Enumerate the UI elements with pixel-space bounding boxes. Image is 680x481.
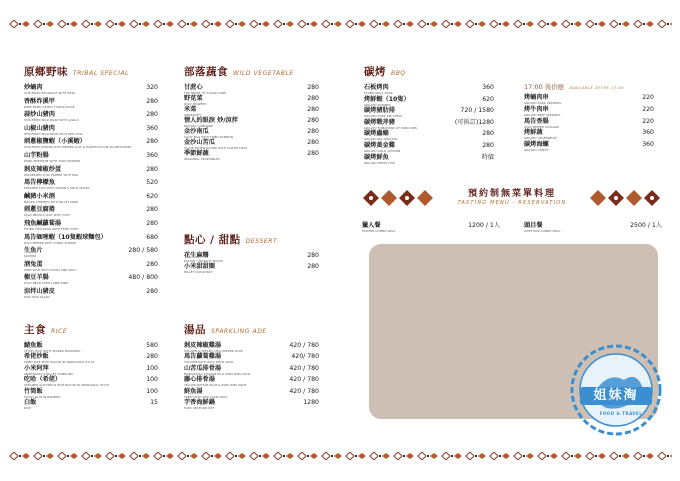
dessert-list bbox=[184, 252, 319, 274]
bbq-item-en: STONE GRILL PORK bbox=[364, 91, 393, 95]
tribal-item-en: STIR-FRIED WILD BOAR WITH RED CHILI bbox=[24, 131, 84, 136]
soup-item-price: 420 / 780 bbox=[289, 387, 319, 395]
bbq-item bbox=[364, 96, 494, 108]
vegetable-item-name: 野苋菜 bbox=[184, 95, 203, 102]
bbq-item-name: 石板烤肉 bbox=[364, 84, 389, 91]
soup-item bbox=[184, 353, 319, 364]
soup-item-en: CHICKEN & PEELED CHILI PEPPER SOUP bbox=[184, 349, 243, 353]
rice-title: 主食 bbox=[24, 324, 46, 336]
vegetable-item-price: 280 bbox=[307, 106, 319, 113]
rice-subtitle: RICE bbox=[51, 328, 68, 335]
tribal-item-en: FLYING FISH EGGS WITH FRIED TOFU bbox=[24, 226, 79, 231]
tribal-item bbox=[24, 152, 158, 166]
tribal-item-name: 香酥炸溪甲 bbox=[24, 97, 55, 105]
bbq-item bbox=[364, 142, 494, 154]
vegetable-item-en: WILD PIGWEED bbox=[184, 102, 207, 106]
vegetable-item-price: 280 bbox=[307, 139, 319, 146]
rice-item bbox=[24, 399, 158, 410]
rice-item-en: STICKY RICE IN BAMBOO bbox=[24, 394, 61, 399]
late-item-en: GRILLED CONCH bbox=[524, 148, 549, 153]
rice-item-price: 100 bbox=[146, 387, 158, 395]
late-item-name: 烤牛肉串 bbox=[524, 105, 549, 113]
tasting-menu bbox=[362, 216, 662, 233]
tasting-title: 預約制無菜單料理 bbox=[467, 189, 556, 199]
soup-item-price: 420 / 780 bbox=[289, 342, 319, 349]
top-tribal-border bbox=[8, 20, 672, 28]
vegetable-item bbox=[184, 128, 319, 139]
soup-item bbox=[184, 365, 319, 376]
vegetable-item bbox=[184, 150, 319, 161]
tribal-list bbox=[24, 84, 158, 302]
late-header bbox=[524, 82, 654, 91]
late-item-name: 烤鮮蔬 bbox=[524, 129, 543, 137]
tribal-subtitle: TRIBAL SPECIAL bbox=[73, 70, 130, 77]
soup-item bbox=[184, 399, 319, 410]
late-item-name: 馬告香腸 bbox=[524, 117, 549, 125]
bbq-subtitle: BBQ bbox=[391, 70, 406, 77]
tribal-item-name: 蒜炒山豬肉 bbox=[24, 111, 55, 119]
late-item bbox=[524, 94, 654, 106]
tribal-item-en: PRESERVED CHILI PEPPER WITH EGG bbox=[24, 172, 79, 177]
rice-item-price: 280 bbox=[146, 353, 158, 361]
late-title: 17:00 後供應 bbox=[524, 83, 565, 91]
tribal-item-name: 刺蔥椒鹽蝦（小溪蝦） bbox=[24, 138, 86, 146]
tribal-ornament-left bbox=[363, 188, 433, 208]
tribal-item-en: PIGS SKIN SALAD bbox=[24, 294, 50, 299]
vegetable-item-name: 甘蔗心 bbox=[184, 84, 203, 91]
bbq-item-price: (可拆訂)1280 bbox=[454, 118, 494, 126]
tribal-item-name: 鹹豬小米酒 bbox=[24, 192, 55, 200]
rice-item bbox=[24, 342, 158, 353]
tribal-item bbox=[24, 98, 158, 112]
rice-item-price: 15 bbox=[150, 398, 158, 406]
bbq-item bbox=[364, 130, 494, 142]
dessert-item-name: 花生麻糬 bbox=[184, 252, 209, 259]
vegetable-item-en: SAUTE BITTER GOURD WITH SALTED EGGS bbox=[184, 146, 248, 150]
dessert-item-en: MILLET DOUGHNUT bbox=[184, 270, 213, 274]
vegetable-item-name: 金沙南瓜 bbox=[184, 128, 209, 135]
tasting-item-chieftain bbox=[524, 222, 662, 233]
rice-item-name: 鯖魚飯 bbox=[24, 342, 43, 349]
vegetable-item-price: 280 bbox=[307, 84, 319, 91]
soup-item-name: 馬告蘿蔔雞湯 bbox=[184, 353, 222, 361]
dessert-item-price: 280 bbox=[307, 252, 319, 259]
rice-item-en: STEAMED GLUTINOUS RICE BACON IN ABORIGINAL STYLE bbox=[24, 383, 110, 388]
bbq-item-price: 620 bbox=[482, 95, 494, 103]
tribal-item-price: 680 bbox=[146, 233, 158, 241]
tribal-item-en: SASHIMI bbox=[24, 254, 37, 259]
vegetable-title: 部落蔬食 bbox=[184, 66, 228, 78]
bbq-item-price: 280 bbox=[482, 130, 494, 138]
late-item-price: 360 bbox=[642, 129, 654, 137]
tribal-item bbox=[24, 247, 158, 261]
soup-item-en: CHICKEN WITH WILD SPICE SOUP bbox=[184, 360, 234, 365]
bottom-tribal-border bbox=[8, 452, 672, 460]
tasting-chieftain-price: 2500 / 1人 bbox=[630, 222, 662, 229]
tribal-item bbox=[24, 125, 158, 139]
bbq-item-price: 360 bbox=[482, 84, 494, 91]
tribal-item-price: 280 bbox=[146, 165, 158, 173]
late-section bbox=[524, 82, 654, 153]
soup-item-price: 420/ 780 bbox=[291, 353, 319, 361]
bbq-item bbox=[364, 154, 494, 166]
bbq-header bbox=[364, 64, 494, 79]
late-item-en: GRILLED PORK SKEWERS bbox=[524, 101, 562, 105]
tribal-item-price: 280 bbox=[146, 206, 158, 214]
tribal-item-price: 480 / 800 bbox=[128, 274, 158, 282]
bbq-item bbox=[364, 119, 494, 131]
tribal-item-price: 280 bbox=[146, 111, 158, 119]
rice-item-name: 竹筒飯 bbox=[24, 387, 43, 395]
tribal-item-price: 280 bbox=[146, 138, 158, 146]
rice-item-name: 吃哈（希佬） bbox=[24, 376, 62, 384]
tasting-header bbox=[436, 186, 588, 206]
tribal-item-en: WILD BEAN STEW LAMB KNEE bbox=[24, 281, 69, 286]
soup-item-price: 420 / 780 bbox=[289, 376, 319, 384]
soup-item-name: 山苦瓜排骨湯 bbox=[184, 364, 222, 372]
tribal-item bbox=[24, 111, 158, 125]
vegetable-item-name: 米菜 bbox=[184, 106, 197, 113]
vegetable-item bbox=[184, 139, 319, 150]
tribal-header bbox=[24, 64, 158, 79]
tribal-item bbox=[24, 179, 158, 193]
dessert-title: 點心 / 甜點 bbox=[184, 234, 241, 246]
tribal-item-name: 酒兔蛋 bbox=[24, 260, 43, 268]
tribal-item-price: 280 bbox=[146, 219, 158, 227]
rice-item-price: 100 bbox=[146, 376, 158, 384]
tribal-item bbox=[24, 84, 158, 98]
tribal-item-name: 馬告咖哩蝦（10隻蝦球麵包） bbox=[24, 233, 107, 241]
bbq-title: 碳烤 bbox=[364, 66, 386, 78]
bbq-item-name: 碳烤戰斧豬 bbox=[364, 118, 395, 126]
tribal-item-name: 馬告檸檬魚 bbox=[24, 179, 55, 187]
tribal-item-en: WILD PEPPER WITH CURRY SHRIMP bbox=[24, 240, 76, 245]
tasting-chieftain-en: CHIEFTAIN COMBO MEAL bbox=[524, 229, 561, 233]
rice-item-price: 580 bbox=[146, 342, 158, 349]
rice-list bbox=[24, 342, 158, 410]
late-item-price: 360 bbox=[642, 141, 654, 149]
tasting-chieftain-name: 頭目餐 bbox=[524, 222, 543, 229]
vegetable-section bbox=[184, 64, 319, 161]
bbq-item-price: 時價 bbox=[481, 153, 494, 161]
rice-item-en: ABORIGINAL'S MILLET DUMPLING bbox=[24, 371, 74, 376]
soup-section bbox=[184, 322, 319, 410]
soup-item bbox=[184, 342, 319, 353]
bbq-item-en: GRILLED SHRIMPS bbox=[364, 102, 391, 107]
late-item-en: GRILLED VEGETABLES bbox=[524, 136, 557, 141]
rice-item bbox=[24, 388, 158, 399]
tribal-item-name: 樹豆羊腸 bbox=[24, 274, 49, 282]
soup-item-name: 芋香海鮮鍋 bbox=[184, 398, 215, 406]
logo-sub: FOOD & TRAVEL bbox=[599, 411, 643, 416]
bbq-item-name: 碳烤豬肋排 bbox=[364, 107, 395, 115]
rice-item-en: FRIED RICE WITH BACON IN ABORIGINAL STYLE bbox=[24, 360, 95, 365]
late-item bbox=[524, 129, 654, 141]
late-item-name: 碳烤海螺 bbox=[524, 141, 549, 149]
tribal-item-price: 320 bbox=[146, 84, 158, 91]
brand-logo bbox=[566, 340, 666, 440]
dessert-item-name: 小米甜甜圈 bbox=[184, 263, 215, 270]
vegetable-item-en: AMARANTH bbox=[184, 113, 201, 117]
soup-item-name: 鮮魚湯 bbox=[184, 387, 203, 395]
tribal-item-price: 360 bbox=[146, 124, 158, 132]
vegetable-header bbox=[184, 64, 319, 79]
rice-item-en: STICKY RICE WITH SEARED MACKEREL bbox=[24, 349, 81, 353]
late-subtitle: AVAILABLE AFTER 17:00 bbox=[569, 86, 625, 90]
tribal-item-name: 涼拌山豬皮 bbox=[24, 287, 55, 295]
late-item bbox=[524, 141, 654, 153]
tasting-hunter-en: HUNTER COMBO MEAL bbox=[362, 229, 396, 233]
bbq-item-en: GRILLED PIG KNUCKLE bbox=[364, 137, 398, 142]
tribal-item bbox=[24, 138, 158, 152]
soup-item-name: 藤心排骨湯 bbox=[184, 376, 215, 384]
tribal-item-en: PORK INTESTINE WITH TARO POWDER bbox=[24, 158, 81, 163]
vegetable-item-price: 280 bbox=[307, 117, 319, 124]
rice-item-name: 白飯 bbox=[24, 398, 37, 406]
tribal-item-price: 360 bbox=[146, 151, 158, 159]
dessert-item-en: DOUGH / PEANUTS MOCHI bbox=[184, 259, 223, 263]
late-item bbox=[524, 118, 654, 130]
tribal-item-en: STIR-FRIED SHRIMP WITH PEPPER SALT & ZANTHOXYLUM AILANTHOIDES bbox=[24, 145, 132, 150]
tribal-item-price: 280 bbox=[146, 97, 158, 105]
bbq-item-price: 720 / 1580 bbox=[460, 107, 494, 115]
tribal-item bbox=[24, 206, 158, 220]
tribal-item-price: 520 bbox=[146, 179, 158, 187]
bbq-item-name: 烤鮮蝦（10隻） bbox=[364, 95, 410, 103]
late-item-en: GRILLED BEEF SKEWERS bbox=[524, 112, 561, 117]
rice-item bbox=[24, 376, 158, 387]
late-list bbox=[524, 94, 654, 153]
vegetable-item-price: 280 bbox=[307, 95, 319, 102]
late-item-en: WILD PEPPER SAUSAGE bbox=[524, 124, 559, 129]
vegetable-subtitle: WILD VEGETABLE bbox=[233, 70, 294, 77]
dessert-subtitle: DESSERT bbox=[245, 238, 278, 245]
tasting-hunter-price: 1200 / 1人 bbox=[468, 222, 500, 229]
rice-section bbox=[24, 322, 158, 410]
vegetable-item bbox=[184, 106, 319, 117]
soup-item bbox=[184, 388, 319, 399]
tasting-subtitle: TASTING MENU - RESERVATION bbox=[457, 200, 567, 206]
bbq-item-en: GRILLED GOLD CHICKEN bbox=[364, 148, 401, 153]
tribal-item-en: STIR-FRIED ESCARGOT WITH BASIL bbox=[24, 91, 76, 95]
tasting-item-hunter bbox=[362, 222, 500, 233]
vegetable-item-en: SEASONAL VEGETABLES bbox=[184, 157, 220, 161]
vegetable-item bbox=[184, 95, 319, 106]
tribal-item-name: 炒蝸肉 bbox=[24, 84, 43, 91]
tribal-item-name: 山芋粉腸 bbox=[24, 151, 49, 159]
rice-item-price: 100 bbox=[146, 364, 158, 372]
logo-text: 姐妹淘 bbox=[593, 388, 639, 403]
tribal-item-price: 620 bbox=[146, 192, 158, 200]
bbq-item-price: 280 bbox=[482, 141, 494, 149]
bbq-item-name: 碳烤黃金雞 bbox=[364, 141, 395, 149]
vegetable-item-en: SALTY EGG WITH FRIED PUMPKIN bbox=[184, 135, 234, 139]
vegetable-item-name: 金沙山苦瓜 bbox=[184, 139, 215, 146]
dessert-item bbox=[184, 263, 319, 274]
late-item-name: 烤蝸肉串 bbox=[524, 94, 549, 101]
soup-header bbox=[184, 322, 319, 337]
tribal-item-price: 280 bbox=[146, 260, 158, 268]
vegetable-item-en: NOSTOC COMMUNE bbox=[184, 124, 214, 128]
tribal-item bbox=[24, 234, 158, 248]
soup-item-en: MOMORDICA CHARANTIA & PORK RIBS SOUP bbox=[184, 371, 251, 376]
soup-item-en: FRESH FISH AND CLAM SOUP bbox=[184, 394, 228, 399]
vegetable-item bbox=[184, 84, 319, 95]
bbq-item bbox=[364, 84, 494, 96]
tribal-item-price: 280 bbox=[146, 287, 158, 295]
tribal-item-en: BOILED SHRIMPS WITH MILLET WINE bbox=[24, 199, 79, 204]
tribal-item-en: DEEP-FRIED CRISPY TURTLE DOVE bbox=[24, 104, 75, 109]
bbq-item bbox=[364, 107, 494, 119]
vegetable-item-name: 季節鮮蔬 bbox=[184, 150, 209, 157]
dessert-header bbox=[184, 232, 319, 247]
bbq-item-en: GRILLED TOMAHAWK OF PORK RIBS bbox=[364, 125, 418, 130]
soup-subtitle: SPARKLING ADE bbox=[211, 328, 267, 335]
tribal-item bbox=[24, 261, 158, 275]
bbq-item-name: 碳烤鮮魚 bbox=[364, 153, 389, 161]
tribal-item-en: CHEF DISH WITH SOURS AND SPICY bbox=[24, 267, 77, 272]
tasting-hunter-name: 獵人餐 bbox=[362, 222, 381, 229]
soup-item-name: 剝皮辣椒雞湯 bbox=[184, 342, 222, 349]
soup-item-en: TARO SEAFOOD POT bbox=[184, 405, 215, 410]
vegetable-list bbox=[184, 84, 319, 161]
soup-list bbox=[184, 342, 319, 410]
soup-item-price: 1280 bbox=[303, 398, 319, 406]
rice-item-name: 小米阿拜 bbox=[24, 364, 49, 372]
tribal-item-price: 280 / 580 bbox=[128, 247, 158, 255]
vegetable-item-price: 280 bbox=[307, 128, 319, 135]
vegetable-item-name: 情人的眼淚 炒/涼拌 bbox=[184, 117, 238, 124]
tribal-item-en: WILD PRICKLY LEAF WITH TOFU bbox=[24, 213, 71, 218]
vegetable-item-en: THE HEART OF SUGAR CANE bbox=[184, 91, 227, 95]
rice-header bbox=[24, 322, 158, 337]
tribal-item bbox=[24, 274, 158, 288]
dessert-item bbox=[184, 252, 319, 263]
rice-item bbox=[24, 365, 158, 376]
tribal-item-name: 刺蔥豆腐捲 bbox=[24, 206, 55, 214]
tribal-item-en: STEAMED FISH WITH LEMON & WILD SPICES bbox=[24, 186, 90, 191]
tribal-item-name: 生魚片 bbox=[24, 247, 43, 255]
bbq-section bbox=[364, 64, 494, 165]
soup-title: 湯品 bbox=[184, 324, 206, 336]
bbq-item-name: 碳烤蟲蛹 bbox=[364, 130, 389, 138]
vegetable-item bbox=[184, 117, 319, 128]
tribal-item-name: 飛魚鹹蘿蔔湯 bbox=[24, 219, 62, 227]
dessert-section bbox=[184, 232, 319, 274]
tribal-item-name: 山椒山豬肉 bbox=[24, 124, 55, 132]
tribal-section bbox=[24, 64, 158, 302]
late-item-price: 220 bbox=[642, 105, 654, 113]
soup-item-en: YELLOW RATTAN PALM & PORK RIBS SOUP bbox=[184, 383, 247, 388]
late-item bbox=[524, 106, 654, 118]
tribal-item-name: 剝皮辣椒炒蛋 bbox=[24, 165, 62, 173]
tasting-row bbox=[362, 222, 662, 233]
tribal-ornament-right bbox=[590, 188, 660, 208]
tribal-item-en: STIR-FRIED WILD BOAR WITH GARLIC bbox=[24, 118, 80, 123]
bbq-list bbox=[364, 84, 494, 165]
tribal-item bbox=[24, 220, 158, 234]
bbq-item-en: GRILLED PORK RIB STEAK bbox=[364, 114, 403, 119]
bbq-item-en: GRILLED FRESH FISH bbox=[364, 160, 396, 165]
tribal-item bbox=[24, 193, 158, 207]
late-item-price: 220 bbox=[642, 94, 654, 101]
rice-item-en: RICE bbox=[24, 405, 31, 410]
tribal-title: 原鄉野味 bbox=[24, 66, 68, 78]
rice-item bbox=[24, 353, 158, 364]
soup-item-price: 420 / 780 bbox=[289, 364, 319, 372]
vegetable-item-price: 280 bbox=[307, 150, 319, 157]
rice-item-name: 希佬炒飯 bbox=[24, 353, 49, 361]
tribal-item bbox=[24, 166, 158, 180]
soup-item bbox=[184, 376, 319, 387]
dessert-item-price: 280 bbox=[307, 263, 319, 270]
tribal-item bbox=[24, 288, 158, 302]
late-item-price: 220 bbox=[642, 117, 654, 125]
